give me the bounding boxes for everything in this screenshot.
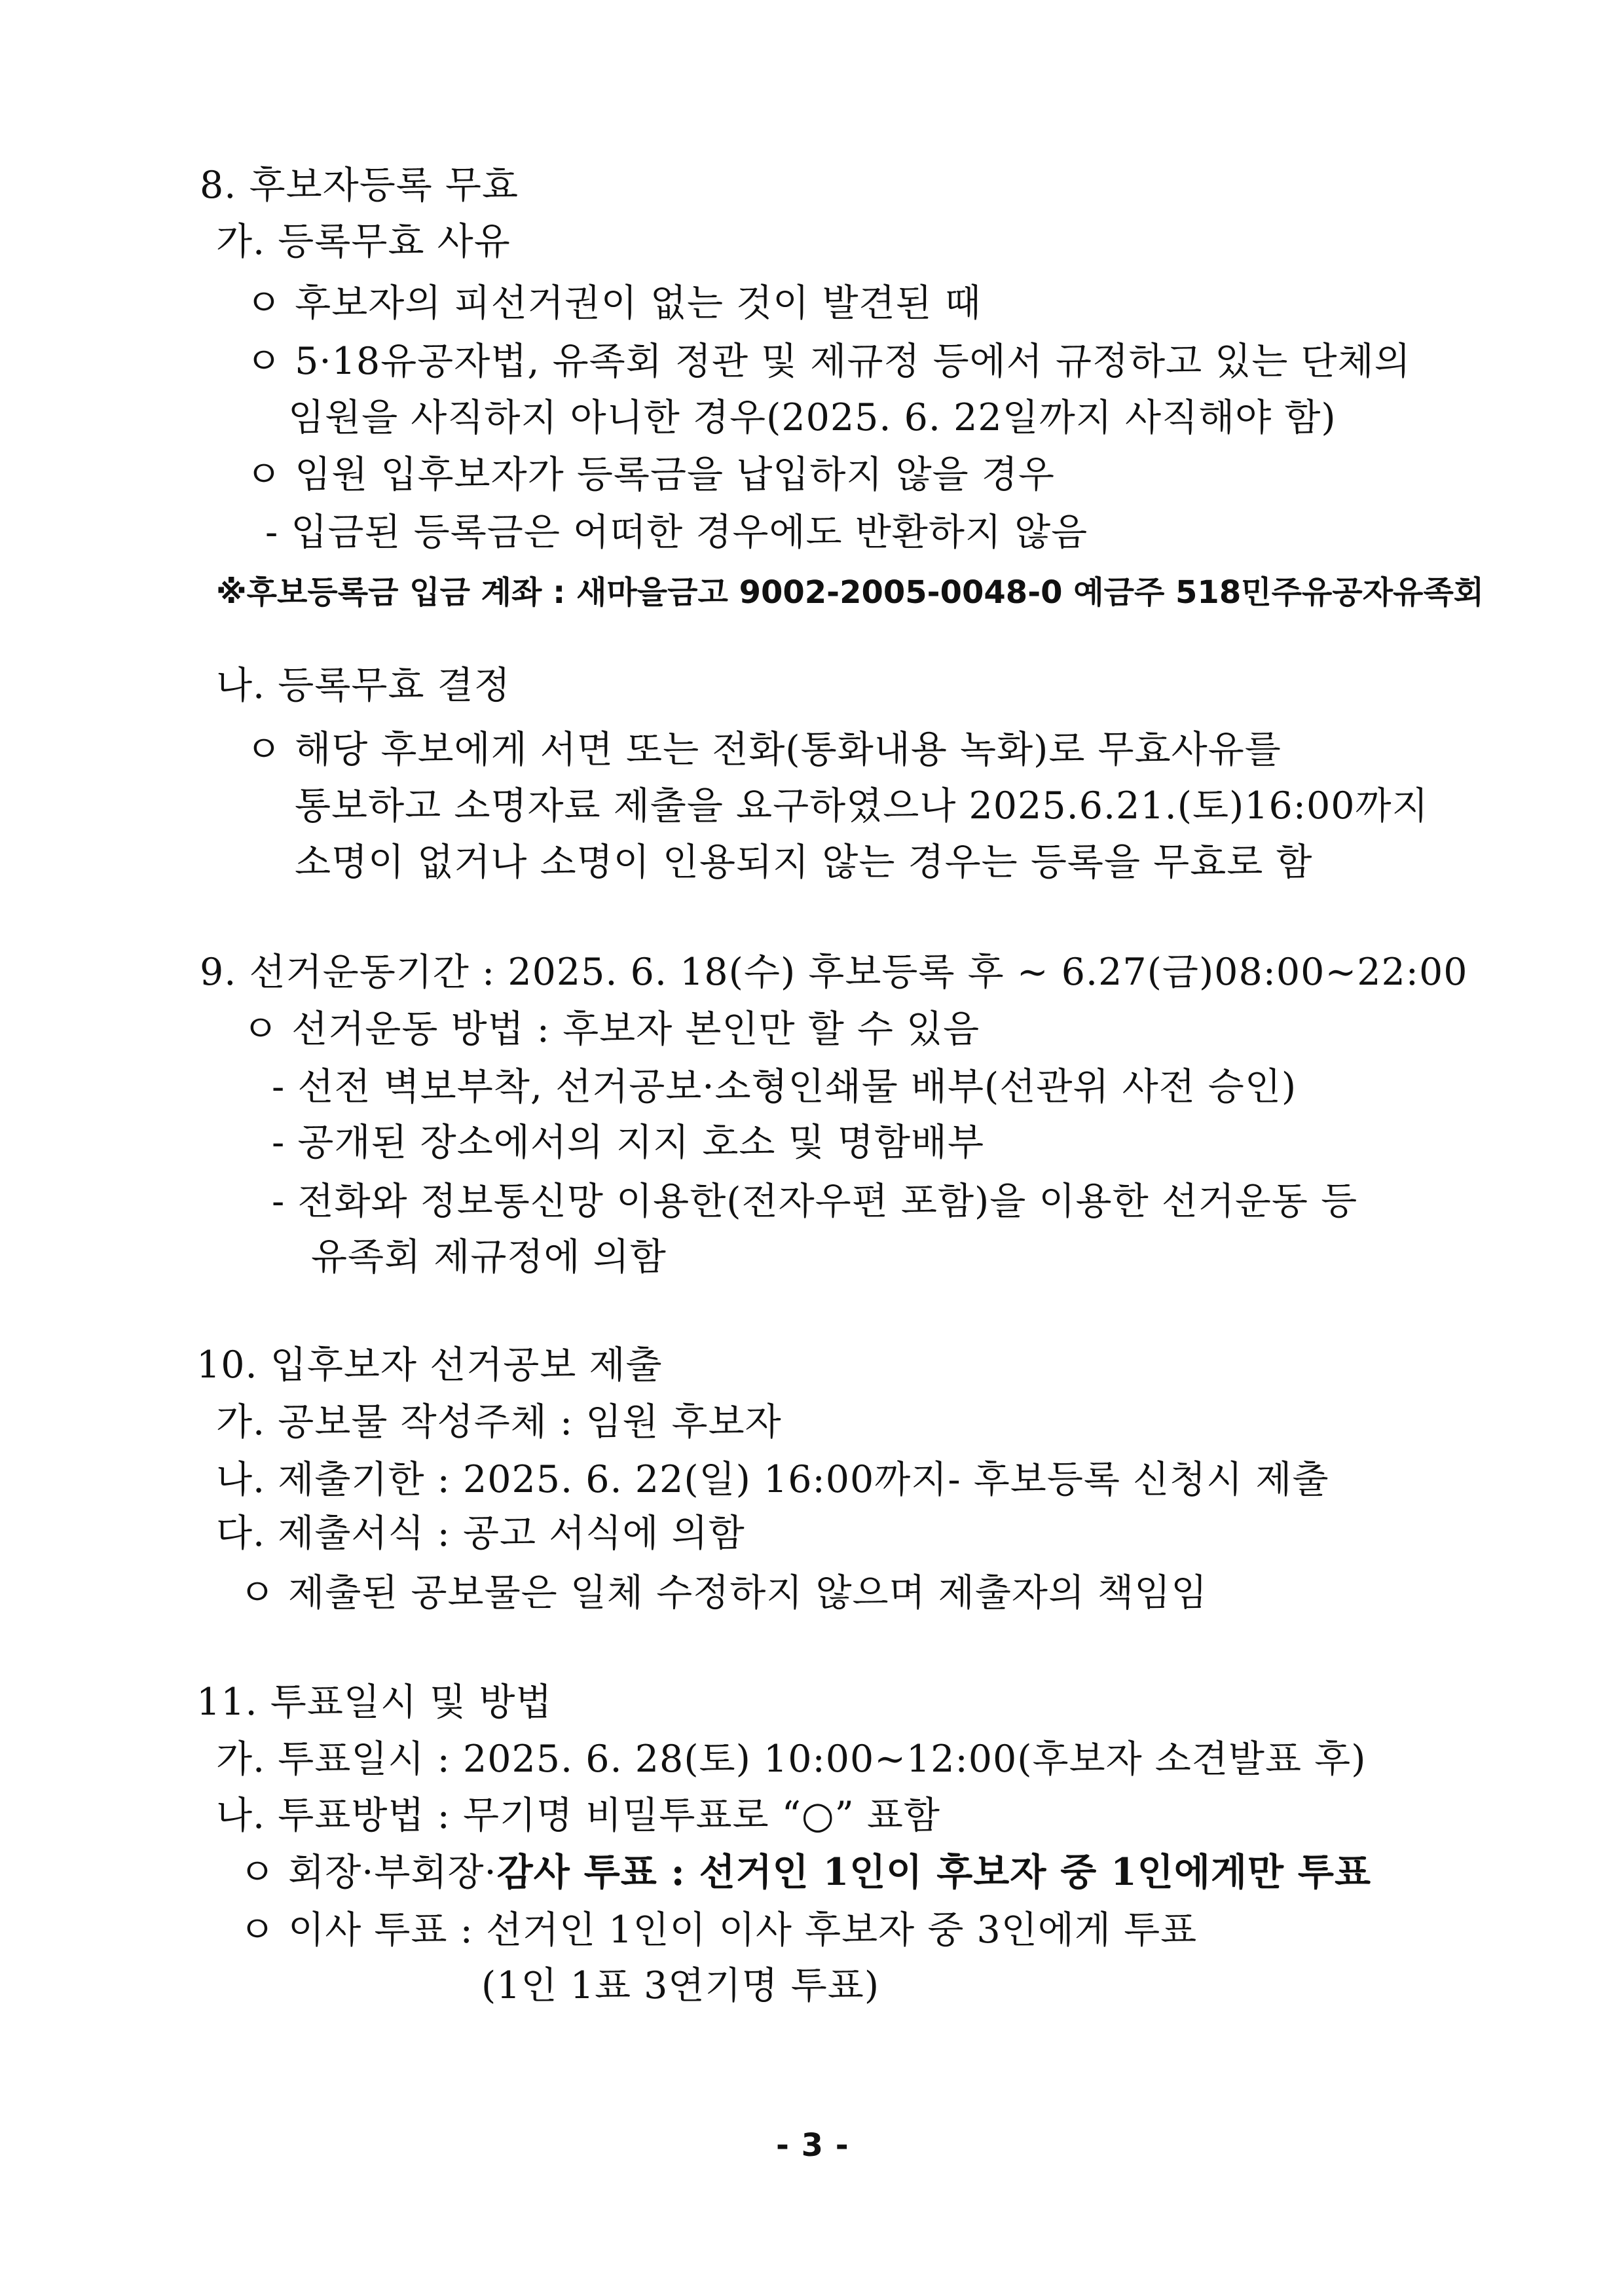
section-11-b: 나. 투표방법 : 무기명 비밀투표로 “○” 표함 bbox=[216, 1794, 940, 1837]
section-10-c-item-1: ㅇ 제출된 공보물은 일체 수정하지 않으며 제출자의 책임임 bbox=[239, 1571, 1208, 1614]
section-8-b-item-1: ㅇ 해당 후보에게 서면 또는 전화(통화내용 녹화)로 무효사유를 bbox=[246, 728, 1282, 771]
section-10-c: 다. 제출서식 : 공고 서식에 의함 bbox=[216, 1512, 745, 1555]
section-8-a-item-2-cont: 임원을 사직하지 아니한 경우(2025. 6. 22일까지 사직해야 함) bbox=[288, 396, 1337, 439]
section-9-method-item-3-cont: 유족회 제규정에 의함 bbox=[311, 1235, 667, 1279]
section-8-a-item-3: ㅇ 임원 입후보자가 등록금을 납입하지 않을 경우 bbox=[246, 453, 1055, 496]
section-11-title: 11. 투표일시 및 방법 bbox=[196, 1681, 553, 1724]
section-11-b-item-2-cont: (1인 1표 3연기명 투표) bbox=[481, 1964, 880, 2007]
section-8-a-item-2: ㅇ 5·18유공자법, 유족회 정관 및 제규정 등에서 규정하고 있는 단체의 bbox=[246, 340, 1411, 383]
section-10-title: 10. 입후보자 선거공보 제출 bbox=[196, 1343, 663, 1387]
section-9-method: ㅇ 선거운동 방법 : 후보자 본인만 할 수 있음 bbox=[242, 1008, 980, 1051]
section-9-title: 9. 선거운동기간 : 2025. 6. 18(수) 후보등록 후 ~ 6.27(금)08:00~22:00 bbox=[200, 951, 1468, 994]
section-8-b-item-1-cont-2: 소명이 없거나 소명이 인용되지 않는 경우는 등록을 무효로 함 bbox=[295, 841, 1313, 884]
section-9-method-item-2: - 공개된 장소에서의 지지 호소 및 명함배부 bbox=[272, 1121, 985, 1164]
section-11-b-item-1-bold: 감사 투표 : 선거인 1인이 후보자 중 1인에게만 투표 bbox=[496, 1850, 1372, 1894]
section-8-title: 8. 후보자등록 무효 bbox=[200, 164, 519, 207]
section-11-b-item-2: ㅇ 이사 투표 : 선거인 1인이 이사 후보자 중 3인에게 투표 bbox=[239, 1908, 1198, 1952]
section-10-a: 가. 공보물 작성주체 : 임원 후보자 bbox=[216, 1400, 782, 1444]
section-11-b-item-1-prefix: ㅇ 회장·부회장· bbox=[239, 1851, 497, 1894]
section-9-method-item-3: - 전화와 정보통신망 이용한(전자우편 포함)을 이용한 선거운동 등 bbox=[272, 1180, 1358, 1223]
section-8-b-item-1-cont: 통보하고 소명자료 제출을 요구하였으나 2025.6.21.(토)16:00까지 bbox=[295, 784, 1429, 828]
section-8-a-item-3-sub: - 입금된 등록금은 어떠한 경우에도 반환하지 않음 bbox=[265, 511, 1088, 554]
section-10-b: 나. 제출기한 : 2025. 6. 22(일) 16:00까지- 후보등록 신청시 제출 bbox=[216, 1458, 1329, 1501]
section-11-a: 가. 투표일시 : 2025. 6. 28(토) 10:00~12:00(후보자 소견발표 후) bbox=[216, 1738, 1367, 1781]
section-9-method-item-1: - 선전 벽보부착, 선거공보·소형인쇄물 배부(선관위 사전 승인) bbox=[272, 1065, 1297, 1108]
section-8-a-title: 가. 등록무효 사유 bbox=[216, 220, 511, 263]
deposit-account-note: ※후보등록금 입금 계좌 : 새마을금고 9002-2005-0048-0 예금주 518민주유공자유족회 bbox=[216, 574, 1485, 611]
section-11-b-item-1 bbox=[239, 1850, 1371, 1895]
page-number: - 3 - bbox=[776, 2127, 849, 2164]
section-8-b-title: 나. 등록무효 결정 bbox=[216, 664, 511, 707]
section-8-a-item-1: ㅇ 후보자의 피선거권이 없는 것이 발견된 때 bbox=[246, 282, 982, 325]
